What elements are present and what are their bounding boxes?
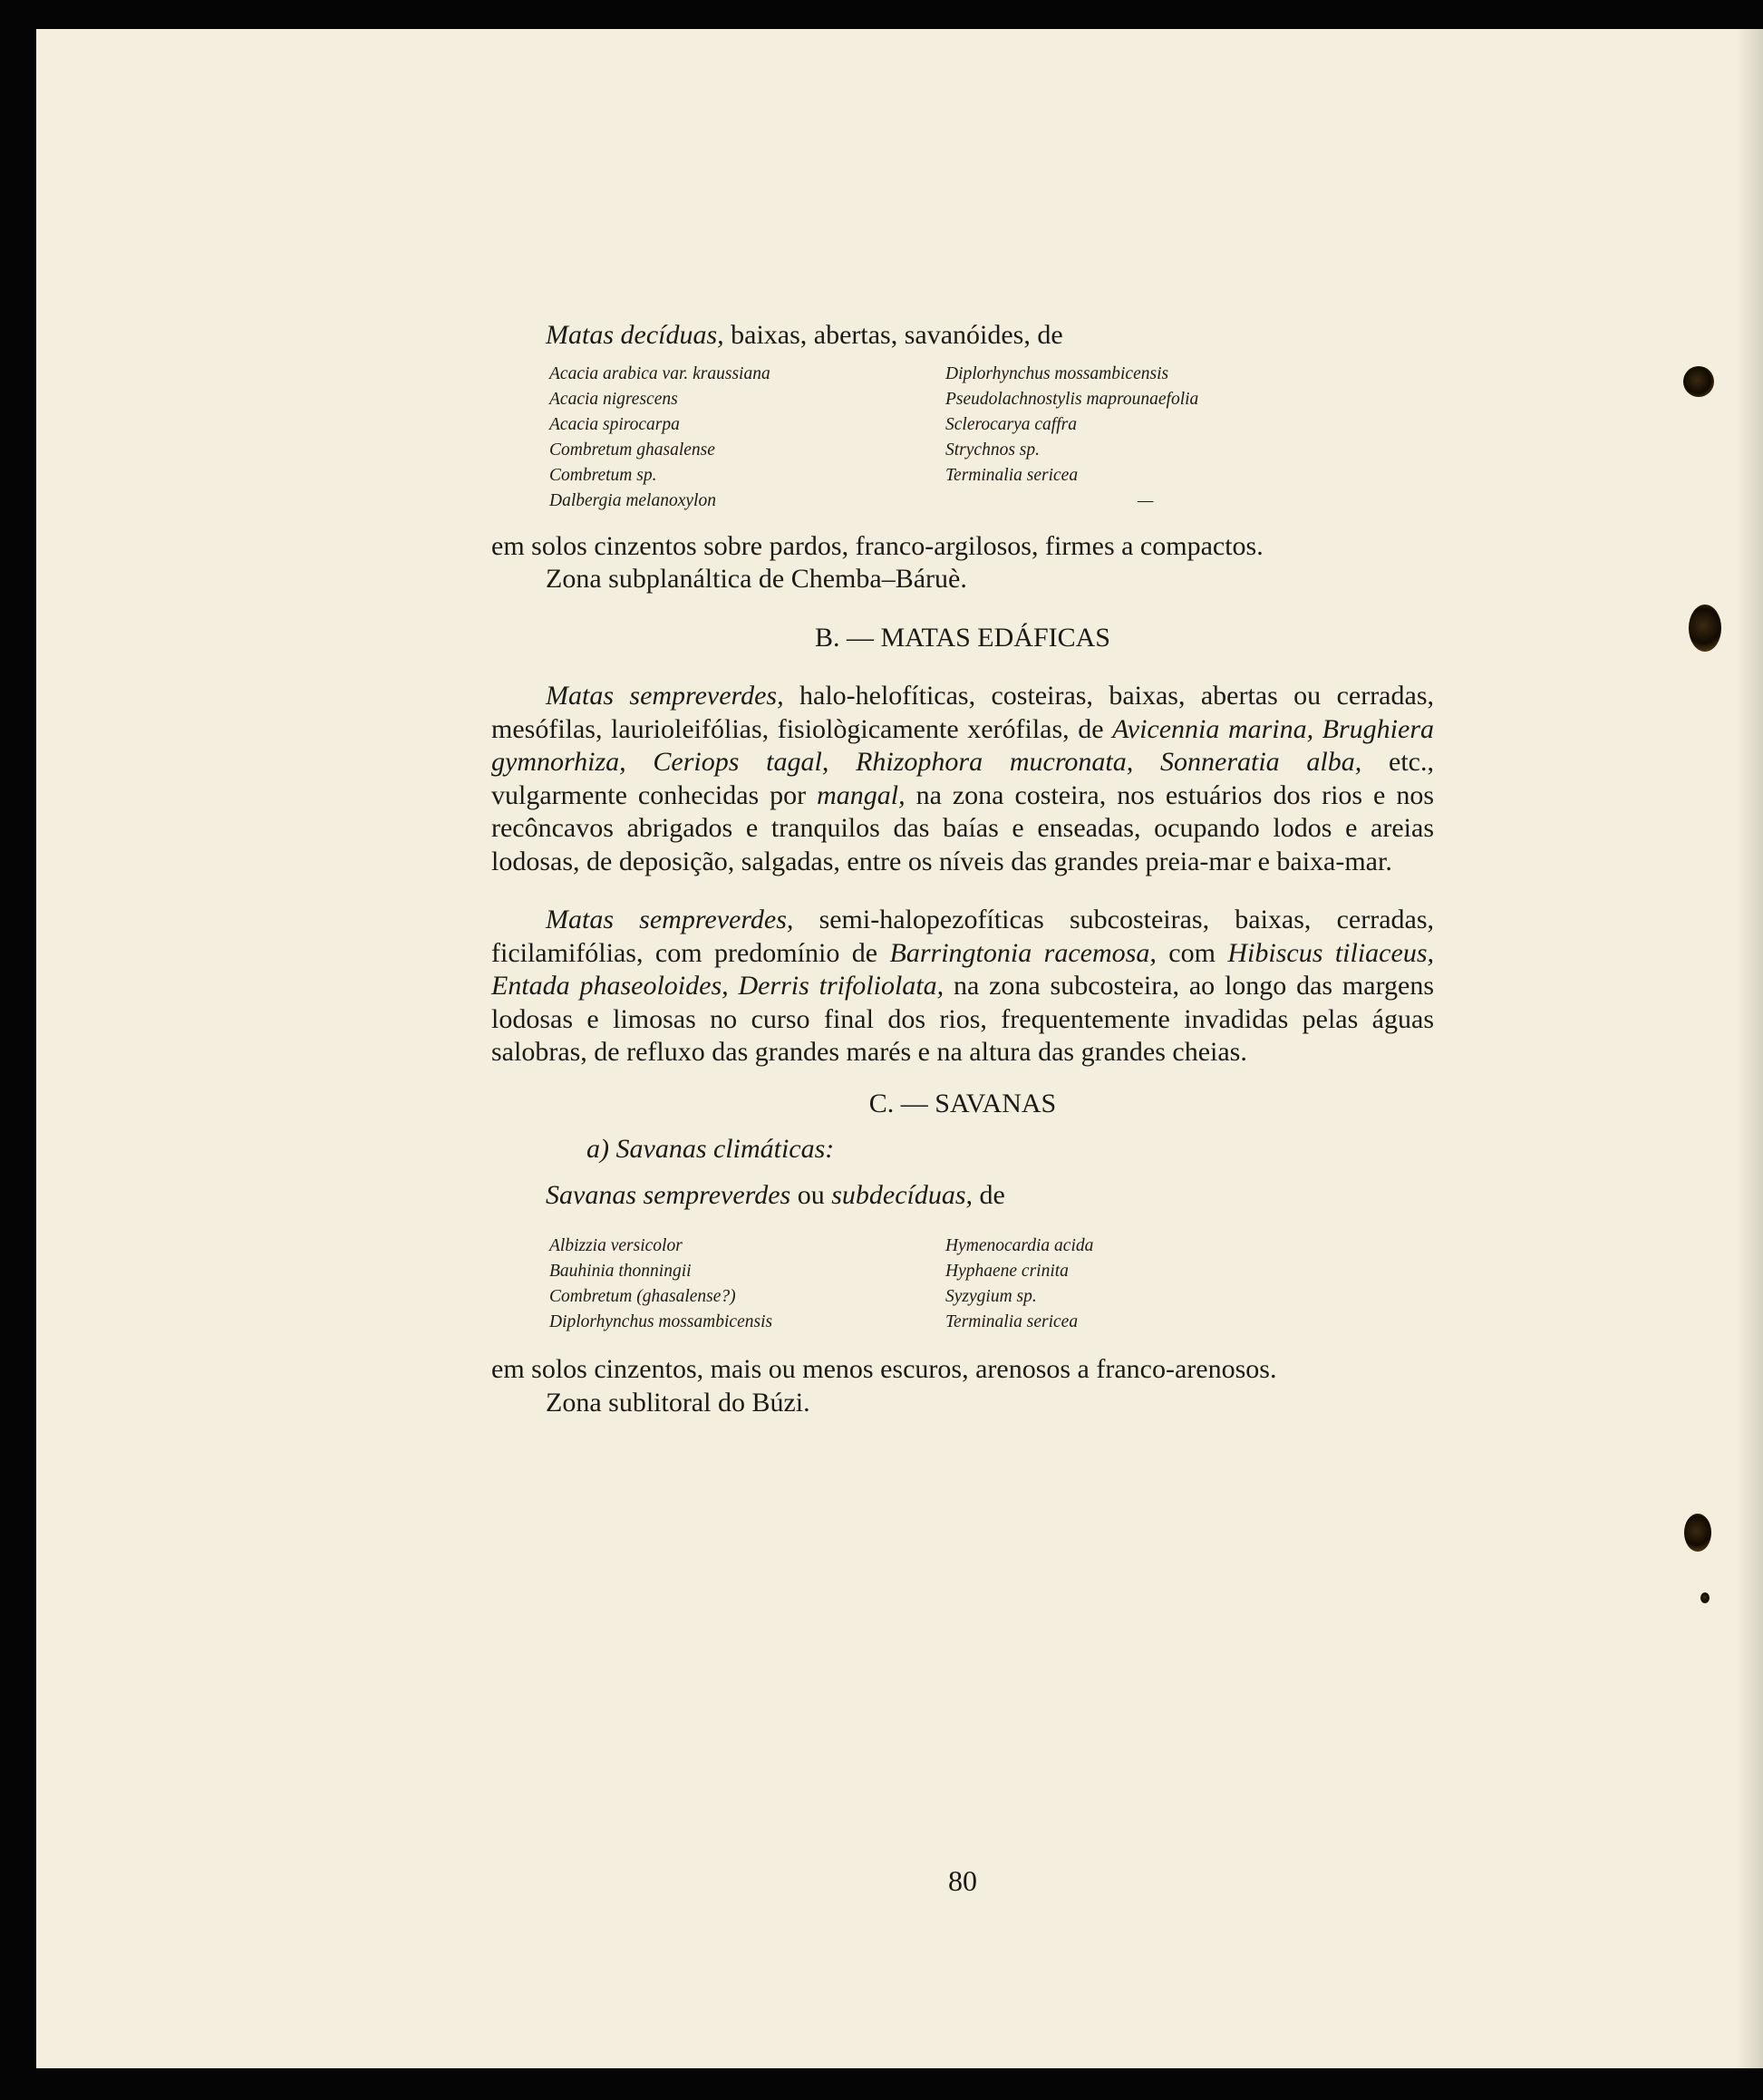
paragraph-mangal: Matas sempreverdes, halo-helofíticas, costeiras, baixas, abertas ou cerradas, mesófilas, laurioleifólias, fisiològicamente xerófilas, de Avicennia marina, Brughiera gymnorhiza, Ceriops tagal, Rhizophora mucronata, Sonneratia alba, etc., vulgarmente conhecidas por mangal, na zona costeira, nos estuários dos rios e nos recôncavos abrigados e tranquilos das baías e enseadas, ocupando lodos e areias lodosas, de deposição, salgadas, entre os níveis das grandes preia-mar e baixa-mar. [491,681,1435,876]
page-text [491,319,1435,1897]
species-item: Terminalia sericea [945,1312,1079,1331]
binding-hole-4 [1700,1592,1710,1603]
species-item: Hyphaene crinita [945,1262,1069,1281]
savanas-soils: em solos cinzentos, mais ou menos escuros, arenosos a franco-arenosos. [491,1354,1277,1384]
binding-hole-3 [1684,1514,1711,1552]
species-item: Dalbergia melanoxylon [549,490,716,510]
binding-hole-2 [1689,605,1721,652]
savanas-zone: Zona sublitoral do Búzi. [546,1387,810,1418]
species-item: Strychnos sp. [945,440,1040,460]
matas-deciduas-intro: Matas decíduas, baixas, abertas, savanóides, de [546,320,1063,350]
species-item: Albizzia versicolor [549,1236,683,1255]
species-item: Combretum sp. [549,465,657,485]
species-item: Terminalia sericea [945,465,1079,485]
species-list-savanas [491,1234,1434,1335]
species-item: Combretum (ghasalense?) [549,1287,736,1306]
matas-deciduas-soils: em solos cinzentos sobre pardos, franco-argilosos, firmes a compactos. [491,530,1264,561]
species-item: Bauhinia thonningii [549,1262,692,1281]
savanas-intro: Savanas sempreverdes ou subdecíduas, de [546,1179,1005,1210]
species-item: Acacia arabica var. kraussiana [549,363,770,383]
species-item: Syzygium sp. [945,1287,1037,1306]
species-item: Hymenocardia acida [945,1236,1094,1255]
book-page [36,29,1763,2068]
species-item: Combretum ghasalense [549,440,715,460]
binding-hole-1 [1683,366,1714,397]
species-item: — [1138,490,1154,510]
heading-savanas: C. — SAVANAS [868,1088,1057,1118]
species-item: Diplorhynchus mossambicensis [549,1312,773,1331]
species-item: Sclerocarya caffra [945,414,1077,434]
matas-deciduas-zone: Zona subplanáltica de Chemba–Báruè. [546,564,967,594]
species-item: Diplorhynchus mossambicensis [945,363,1169,383]
species-item: Acacia nigrescens [549,389,678,409]
heading-matas-edaficas: B. — MATAS EDÁFICAS [815,622,1110,653]
species-list-matas-deciduas [491,362,1434,514]
subheading-savanas-climaticas: a) Savanas climáticas: [586,1134,835,1164]
page-number: 80 [948,1864,977,1897]
paragraph-subcosteiras: Matas sempreverdes, semi-halopezofíticas subcosteiras, baixas, cerradas, ficilamifólias, com predomínio de Barringtonia racemosa, com Hibiscus tiliaceus, Entada phaseoloides, Derris trifoliolata, na zona subcosteira, ao longo das margens lodosas e limosas no curso final dos rios, frequentemente invadidas pelas águas salobras, de refluxo das grandes marés e na altura das grandes cheias. [491,905,1435,1067]
species-item: Acacia spirocarpa [549,414,680,434]
species-item: Pseudolachnostylis maprounaefolia [945,389,1199,409]
